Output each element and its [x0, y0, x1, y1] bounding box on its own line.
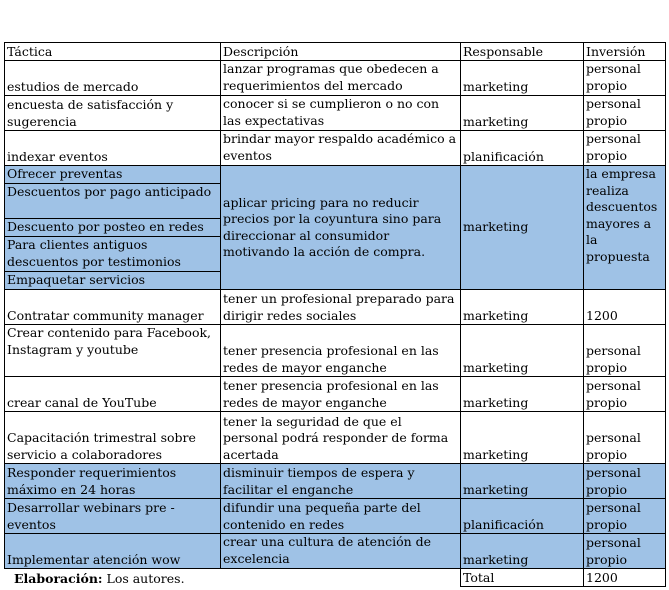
- group-tactic-cell: Empaquetar servicios: [5, 272, 221, 290]
- description-cell: tener presencia profesional en las redes de mayor enganche: [221, 377, 461, 412]
- group-responsible-cell: marketing: [461, 166, 584, 290]
- investment-cell: personal propio: [584, 534, 666, 569]
- source-caption: [14, 571, 185, 586]
- caption-text: Los autores.: [102, 571, 185, 586]
- table-row: [5, 464, 666, 499]
- investment-cell: personal propio: [584, 412, 666, 464]
- table-row: [5, 96, 666, 131]
- group-investment-cell: la empresa realiza descuentos mayores a la propuesta: [584, 166, 666, 290]
- table-row: [5, 499, 666, 534]
- group-row: [5, 166, 666, 184]
- header-investment: Inversión: [584, 43, 666, 61]
- tactic-cell: Crear contenido para Facebook, Instagram y youtube: [5, 325, 221, 377]
- description-cell: crear una cultura de atención de excelencia: [221, 534, 461, 569]
- tactic-cell: estudios de mercado: [5, 61, 221, 96]
- description-cell: conocer si se cumplieron o no con las expectativas: [221, 96, 461, 131]
- tactic-cell: indexar eventos: [5, 131, 221, 166]
- responsible-cell: marketing: [461, 377, 584, 412]
- responsible-cell: marketing: [461, 412, 584, 464]
- table-row: [5, 325, 666, 377]
- description-cell: tener la seguridad de que el personal podrá responder de forma acertada: [221, 412, 461, 464]
- total-value: 1200: [584, 569, 666, 587]
- group-description-cell: aplicar pricing para no reducir precios por la coyuntura sino para direccionar al consumidor motivando la acción de compra.: [221, 166, 461, 290]
- responsible-cell: marketing: [461, 96, 584, 131]
- table-row: [5, 377, 666, 412]
- table-row: [5, 131, 666, 166]
- responsible-cell: marketing: [461, 61, 584, 96]
- group-tactic-cell: Ofrecer preventas: [5, 166, 221, 184]
- responsible-cell: marketing: [461, 534, 584, 569]
- description-cell: brindar mayor respaldo académico a eventos: [221, 131, 461, 166]
- investment-cell: personal propio: [584, 96, 666, 131]
- tactic-cell: Contratar community manager: [5, 290, 221, 325]
- table-row: [5, 61, 666, 96]
- group-tactic-cell: Descuentos por pago anticipado: [5, 184, 221, 219]
- description-cell: difundir una pequeña parte del contenido en redes: [221, 499, 461, 534]
- responsible-cell: marketing: [461, 290, 584, 325]
- tactics-table: [4, 42, 666, 587]
- investment-cell: personal propio: [584, 377, 666, 412]
- header-responsible: Responsable: [461, 43, 584, 61]
- group-tactic-cell: Descuento por posteo en redes: [5, 219, 221, 237]
- total-label: Total: [461, 569, 584, 587]
- empty-cell: [221, 569, 461, 587]
- investment-cell: personal propio: [584, 464, 666, 499]
- responsible-cell: marketing: [461, 325, 584, 377]
- header-tactic: Táctica: [5, 43, 221, 61]
- investment-cell: personal propio: [584, 61, 666, 96]
- caption-label: Elaboración:: [14, 571, 103, 586]
- description-cell: disminuir tiempos de espera y facilitar el enganche: [221, 464, 461, 499]
- investment-cell: personal propio: [584, 499, 666, 534]
- responsible-cell: planificación: [461, 499, 584, 534]
- table-row: [5, 534, 666, 569]
- responsible-cell: planificación: [461, 131, 584, 166]
- table-row: [5, 412, 666, 464]
- tactic-cell: encuesta de satisfacción y sugerencia: [5, 96, 221, 131]
- header-row: [5, 43, 666, 61]
- tactic-cell: Capacitación trimestral sobre servicio a colaboradores: [5, 412, 221, 464]
- tactic-cell: Implementar atención wow: [5, 534, 221, 569]
- responsible-cell: marketing: [461, 464, 584, 499]
- header-description: Descripción: [221, 43, 461, 61]
- investment-cell: personal propio: [584, 325, 666, 377]
- description-cell: tener un profesional preparado para dirigir redes sociales: [221, 290, 461, 325]
- group-tactic-cell: Para clientes antiguos descuentos por testimonios: [5, 237, 221, 272]
- tactic-cell: crear canal de YouTube: [5, 377, 221, 412]
- description-cell: lanzar programas que obedecen a requerimientos del mercado: [221, 61, 461, 96]
- tactic-cell: Desarrollar webinars pre - eventos: [5, 499, 221, 534]
- investment-cell: personal propio: [584, 131, 666, 166]
- description-cell: tener presencia profesional en las redes de mayor enganche: [221, 325, 461, 377]
- tactic-cell: Responder requerimientos máximo en 24 horas: [5, 464, 221, 499]
- table-row: [5, 290, 666, 325]
- investment-cell: 1200: [584, 290, 666, 325]
